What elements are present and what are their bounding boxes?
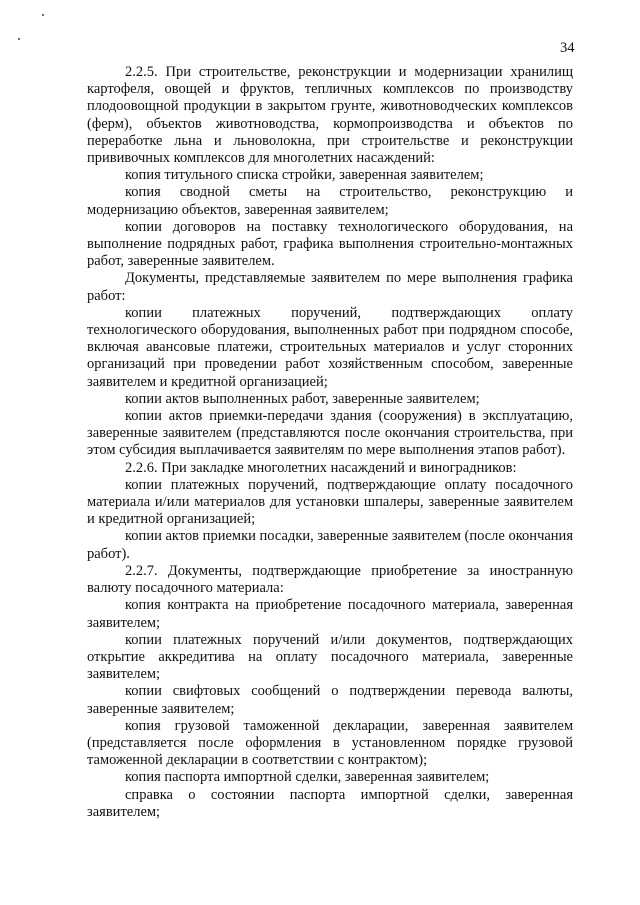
scan-speck bbox=[18, 38, 20, 40]
list-item: копия грузовой таможенной декларации, заверенная заявителем (представляется после оформления в установленном порядке грузовой таможенной декларации в соответствии с контрактом); bbox=[87, 717, 573, 769]
list-item: копии актов выполненных работ, заверенные заявителем; bbox=[125, 390, 480, 407]
document-body bbox=[87, 64, 573, 821]
list-item: копии актов приемки-передачи здания (сооружения) в эксплуатацию, заверенные заявителем (представляются после окончания строительства, при этом субсидия выплачивается заявителям по мере выполнения этапов работ). bbox=[87, 408, 573, 459]
scan-speck bbox=[42, 14, 44, 16]
list-item: копии договоров на поставку технологического оборудования, на выполнение подрядных работ, графика выполнения строительно-монтажных работ, заверенные заявителем. bbox=[87, 218, 573, 270]
list-item: копия контракта на приобретение посадочного материала, заверенная заявителем; bbox=[87, 597, 573, 631]
page-number: 34 bbox=[560, 40, 575, 56]
section-2-2-5: 2.2.5. При строительстве, реконструкции и модернизации хранилищ картофеля, овощей и фруктов, тепличных комплексов по производству плодоовощной продукции в закрытом грунте, животноводческих комплексов (ферм), объектов животноводства, кормопроизводства и объектов по переработке льна и льноволокна, при строительстве и реконструкции прививочных комплексов для многолетних насаждений: bbox=[87, 64, 573, 167]
list-item: копии актов приемки посадки, заверенные заявителем (после окончания работ). bbox=[87, 528, 573, 562]
list-item: копия сводной сметы на строительство, реконструкцию и модернизацию объектов, заверенная заявителем; bbox=[87, 184, 573, 218]
list-item: справка о состоянии паспорта импортной сделки, заверенная заявителем; bbox=[87, 786, 573, 820]
section-2-2-6: 2.2.6. При закладке многолетних насаждений и виноградников: bbox=[125, 459, 517, 476]
list-item: копии платежных поручений, подтверждающих оплату технологического оборудования, выполненных работ при подрядном способе, включая авансовые платежи, строительных материалов и услуг сторонних организаций при проведении работ хозяйственным способом, заверенные заявителем и кредитной организацией; bbox=[87, 304, 573, 390]
section-2-2-7: 2.2.7. Документы, подтверждающие приобретение за иностранную валюту посадочного материала: bbox=[87, 562, 573, 597]
list-item: копии платежных поручений, подтверждающие оплату посадочного материала и/или материалов для установки шпалеры, заверенные заявителем и кредитной организацией; bbox=[87, 476, 573, 528]
list-item: копии платежных поручений и/или документов, подтверждающих открытие аккредитива на оплату посадочного материала, заверенные заявителем; bbox=[87, 631, 573, 683]
list-item: копии свифтовых сообщений о подтверждении перевода валюты, заверенные заявителем; bbox=[87, 683, 573, 717]
list-item: копия паспорта импортной сделки, заверенная заявителем; bbox=[125, 769, 490, 786]
list-item: копия титульного списка стройки, заверенная заявителем; bbox=[125, 167, 484, 184]
subheading: Документы, представляемые заявителем по мере выполнения графика работ: bbox=[87, 270, 573, 304]
